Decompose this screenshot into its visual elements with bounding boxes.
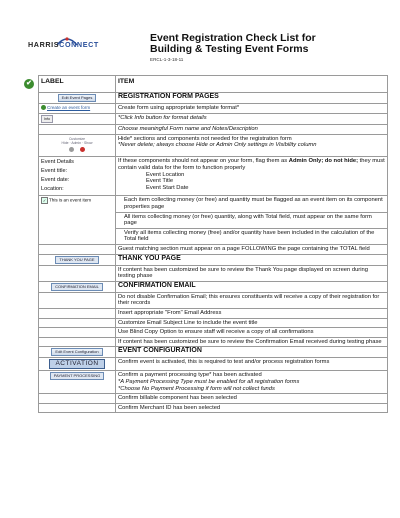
table-row bbox=[20, 104, 388, 114]
table-row bbox=[20, 371, 388, 394]
checkmark-icon: ✔ bbox=[24, 79, 34, 89]
visible-toggle-icon[interactable] bbox=[69, 147, 74, 152]
header-row bbox=[20, 76, 388, 93]
table-row bbox=[20, 358, 388, 371]
event-item-label: This is an event item bbox=[49, 198, 92, 204]
create-event-form-link[interactable]: Create an event form bbox=[47, 105, 91, 111]
table-row bbox=[20, 394, 388, 404]
qty-text-3: Verify all items collecting money (free) and/or quantity have been included in the calculation of the Total field bbox=[116, 228, 388, 244]
table-row bbox=[20, 254, 388, 265]
page-title bbox=[150, 33, 390, 55]
event-details-label: Event Details bbox=[41, 159, 74, 166]
section-title-thankyou: THANK YOU PAGE bbox=[116, 254, 388, 265]
thank-you-page-button[interactable]: THANK YOU PAGE bbox=[55, 256, 98, 264]
flag-item-title: Event Title bbox=[146, 178, 174, 185]
edit-event-configuration-button[interactable]: Edit Event Configuration bbox=[51, 348, 102, 356]
confirmation-row-3: Customize Email Subject Line to include the event title bbox=[116, 318, 388, 328]
table-row bbox=[20, 265, 388, 281]
confirmation-row-1: Do not disable Confirmation Email; this ensures constituents will receive a copy of their registration for their records bbox=[116, 292, 388, 308]
hidden-toggle-icon[interactable] bbox=[80, 147, 85, 152]
billable-text: Confirm billable component has been selected bbox=[116, 394, 388, 404]
table-row bbox=[20, 403, 388, 413]
visibility-caption: Customize bbox=[68, 136, 86, 141]
table-row bbox=[20, 318, 388, 328]
thankyou-text: If content has been customized be sure to review the Thank You page displayed on screen during testing phase bbox=[116, 265, 388, 281]
table-row bbox=[20, 347, 388, 358]
info-text: *Click Info button for format details bbox=[116, 113, 388, 125]
title-line-1: Event Registration Check List for bbox=[150, 32, 316, 44]
document-code: ERCL-1-3-18-11 bbox=[150, 57, 184, 62]
flag-item-start-date: Event Start Date bbox=[146, 184, 189, 191]
table-row bbox=[20, 244, 388, 254]
payment-text-2: *A Payment Processing Type must be enabled for all registration forms bbox=[118, 378, 300, 385]
checklist-table bbox=[20, 75, 388, 413]
hide-text-1: Hide* sections and components not needed for the registration form bbox=[118, 135, 292, 142]
event-title-label: Event title: bbox=[41, 168, 68, 175]
add-circle-icon bbox=[41, 105, 46, 110]
table-row bbox=[20, 328, 388, 338]
event-item-checkbox[interactable]: ✓ bbox=[42, 198, 47, 204]
payment-processing-button[interactable]: PAYMENT PROCESSING bbox=[50, 372, 104, 380]
section-title-registration: REGISTRATION FORM PAGES bbox=[116, 93, 388, 104]
check-cell bbox=[20, 76, 39, 93]
visibility-options: Hide · Admin · Show bbox=[61, 140, 93, 145]
table-row bbox=[20, 196, 388, 212]
flag-item-location: Event Location bbox=[146, 171, 185, 178]
table-row bbox=[20, 292, 388, 308]
label-column-header: LABEL bbox=[39, 76, 116, 93]
qty-text-2: All items collecting money (or free) quantity, along with Total field, must appear on the same form page bbox=[116, 212, 388, 228]
table-row bbox=[20, 134, 388, 157]
visibility-opt-admin: Admin bbox=[71, 140, 81, 145]
section-title-event-config: EVENT CONFIGURATION bbox=[116, 347, 388, 358]
event-date-label: Event date: bbox=[41, 177, 70, 184]
flag-text-c: they must contain valid data for the form to function properly bbox=[118, 158, 385, 171]
form-name-text: Choose meaningful Form name and Notes/Description bbox=[116, 125, 388, 135]
logo-connect: CONNECT bbox=[59, 40, 99, 49]
logo-harris: HARRIS bbox=[28, 40, 60, 49]
location-label: Location: bbox=[41, 186, 64, 193]
flag-text-b: Admin Only; do not hide; bbox=[288, 158, 359, 165]
qty-text-1: Each item collecting money (or free) and quantity must be flagged as an event item on its component properties page bbox=[116, 196, 388, 212]
harris-connect-logo bbox=[28, 36, 112, 56]
confirmation-row-5: If content has been customized be sure to review the Confirmation Email received during testing phase bbox=[116, 337, 388, 347]
flag-text bbox=[118, 158, 385, 171]
payment-text-3: *Choose No Payment Processing if form will not collect funds bbox=[118, 385, 275, 392]
info-button[interactable]: Info bbox=[41, 115, 53, 124]
hide-text-2: *Never delete; always choose Hide or Admin Only settings in Visibility column bbox=[118, 142, 317, 149]
table-row bbox=[20, 337, 388, 347]
payment-text-1: Confirm a payment processing type* has been activated bbox=[118, 372, 262, 379]
confirmation-row-4: Use Blind Copy Option to ensure staff will receive a copy of all confirmations bbox=[116, 328, 388, 338]
title-line-2: Building & Testing Event Forms bbox=[150, 43, 309, 55]
table-row bbox=[20, 113, 388, 125]
guest-text: Guest matching section must appear on a page FOLLOWING the page containing the TOTAL field bbox=[116, 244, 388, 254]
visibility-opt-show: Show bbox=[83, 140, 93, 145]
visibility-opt-hide: Hide bbox=[61, 140, 69, 145]
confirmation-row-2: Insert appropriate "From" Email Address bbox=[116, 308, 388, 318]
confirmation-email-button[interactable]: CONFIRMATION EMAIL bbox=[51, 283, 103, 291]
section-title-confirmation: CONFIRMATION EMAIL bbox=[116, 281, 388, 292]
table-row bbox=[20, 125, 388, 135]
create-form-text: Create form using appropriate template format* bbox=[116, 104, 388, 114]
activation-text: Confirm event is activated, this is required to test and/or process registration forms bbox=[116, 358, 388, 371]
item-column-header: ITEM bbox=[116, 76, 388, 93]
table-row bbox=[20, 281, 388, 292]
edit-event-pages-button[interactable]: Edit Event Pages bbox=[58, 94, 97, 102]
table-row bbox=[20, 157, 388, 196]
flag-text-a: If these components should not appear on your form, flag them as bbox=[118, 158, 289, 165]
table-row bbox=[20, 308, 388, 318]
activation-button[interactable]: ACTIVATION bbox=[49, 359, 104, 369]
table-row bbox=[20, 93, 388, 104]
merchant-text: Confirm Merchant ID has been selected bbox=[116, 403, 388, 413]
